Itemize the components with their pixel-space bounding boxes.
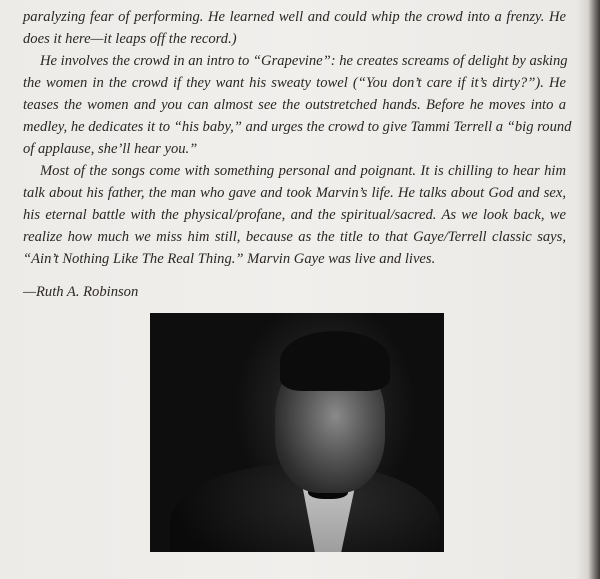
portrait-photo [150,313,444,552]
text-line: realize how much we miss him still, because as the title to that Gaye/Terrell classic says, [23,229,566,245]
text-line: does it here—it leaps off the record.) [23,31,237,47]
text-line: talk about his father, the man who gave and took Marvin’s life. He talks about God and sex, [23,185,566,201]
text-line: “Ain’t Nothing Like The Real Thing.” Marvin Gaye was live and lives. [23,251,436,267]
text-line: teases the women and you can almost see the outstretched hands. Before he moves into a [23,97,566,113]
article-body [23,6,572,270]
text-line: his eternal battle with the physical/profane, and the spiritual/sacred. As we look back, we [23,207,566,223]
author-signature: —Ruth A. Robinson [23,284,139,300]
text-line: medley, he dedicates it to “his baby,” and urges the crowd to give Tammi Terrell a “big round [23,119,572,135]
text-line: of applause, she’ll hear you.” [23,141,198,157]
text-line: He involves the crowd in an intro to “Grapevine”: he creates screams of delight by asking [40,53,568,69]
photo-hair [280,331,390,391]
text-line: Most of the songs come with something personal and poignant. It is chilling to hear him [40,163,566,179]
text-line: paralyzing fear of performing. He learned well and could whip the crowd into a frenzy. He [23,9,566,25]
text-line: the women in the crowd if they want his sweaty towel (“You don’t care if it’s dirty?”). He [23,75,566,91]
